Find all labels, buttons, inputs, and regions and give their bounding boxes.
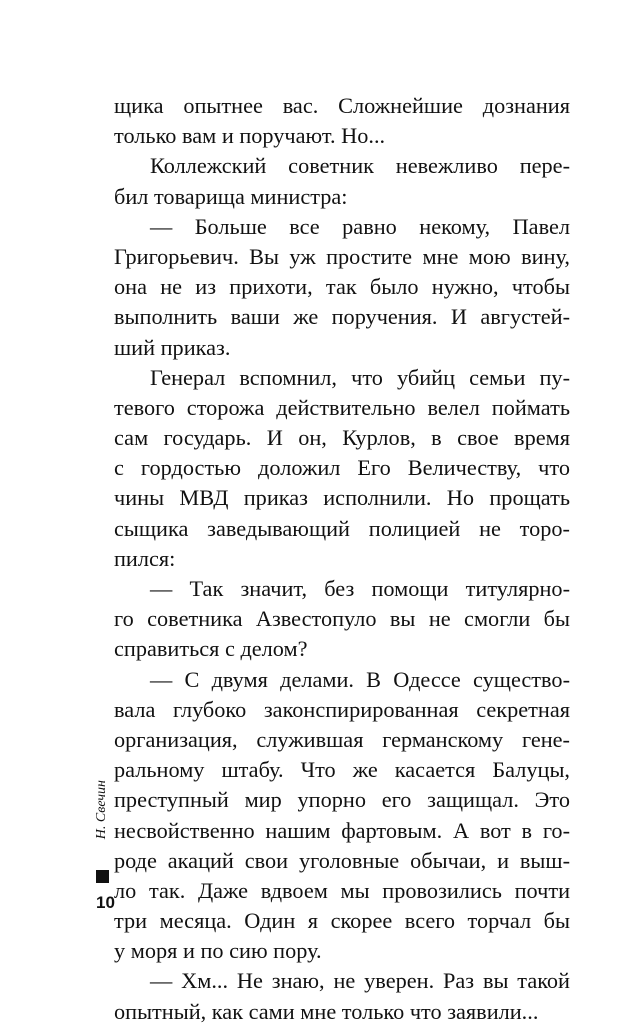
text-line: опытный, как сами мне только что заявили... xyxy=(114,998,539,1024)
text-line: ший приказ. xyxy=(114,334,231,360)
text-line: — С двумя делами. В Одессе существо- xyxy=(150,666,570,692)
text-line: ло так. Даже вдвоем мы провозились почти xyxy=(114,877,570,903)
text-line: с гордостью доложил Его Величеству, что xyxy=(114,455,570,481)
text-line: выполнить ваши же поручения. И августей- xyxy=(114,304,570,330)
text-line: пился: xyxy=(114,545,176,571)
text-line: чины МВД приказ исполнили. Но прощать xyxy=(114,485,570,511)
text-line: она не из прихоти, так было нужно, чтобы xyxy=(114,274,570,300)
text-line: Григорьевич. Вы уж простите мне мою вину, xyxy=(114,243,570,269)
text-line: сам государь. И он, Курлов, в свое время xyxy=(114,425,570,451)
text-line: го советника Азвестопуло вы не смогли бы xyxy=(114,606,570,632)
text-line: преступный мир упорно его защищал. Это xyxy=(114,787,570,813)
text-line: щика опытнее вас. Сложнейшие дознания xyxy=(114,93,570,118)
page-text xyxy=(114,91,570,1027)
text-line: — Хм... Не знаю, не уверен. Раз вы такой xyxy=(150,968,570,994)
running-head-marker xyxy=(96,870,109,883)
text-line: Генерал вспомнил, что убийц семьи пу- xyxy=(150,364,570,390)
text-line: несвойственно нашим фартовым. А вот в го- xyxy=(114,817,570,843)
page-number: 10 xyxy=(96,893,115,912)
text-line: вала глубоко законспирированная секретная xyxy=(114,696,570,722)
text-line: тевого сторожа действительно велел поймать xyxy=(114,394,570,420)
text-line: ральному штабу. Что же касается Балуцы, xyxy=(114,757,570,783)
text-line: три месяца. Один я скорее всего торчал бы xyxy=(114,908,570,934)
text-line: сыщика заведывающий полицией не торо- xyxy=(114,515,570,541)
text-line: организация, служившая германскому гене- xyxy=(114,726,570,752)
text-line: бил товарища министра: xyxy=(114,183,348,209)
text-line: — Так значит, без помощи титулярно- xyxy=(150,576,570,601)
text-line: — Больше все равно некому, Павел xyxy=(150,213,570,239)
text-line: роде акаций свои уголовные обычаи, и выш- xyxy=(114,847,570,873)
text-line: Коллежский советник невежливо пере- xyxy=(150,153,570,179)
author-running-head: Н. Свечин xyxy=(94,780,109,840)
text-line: только вам и поручают. Но... xyxy=(114,123,386,149)
text-line: у моря и по сию пору. xyxy=(114,938,322,964)
text-line: справиться с делом? xyxy=(114,636,308,662)
